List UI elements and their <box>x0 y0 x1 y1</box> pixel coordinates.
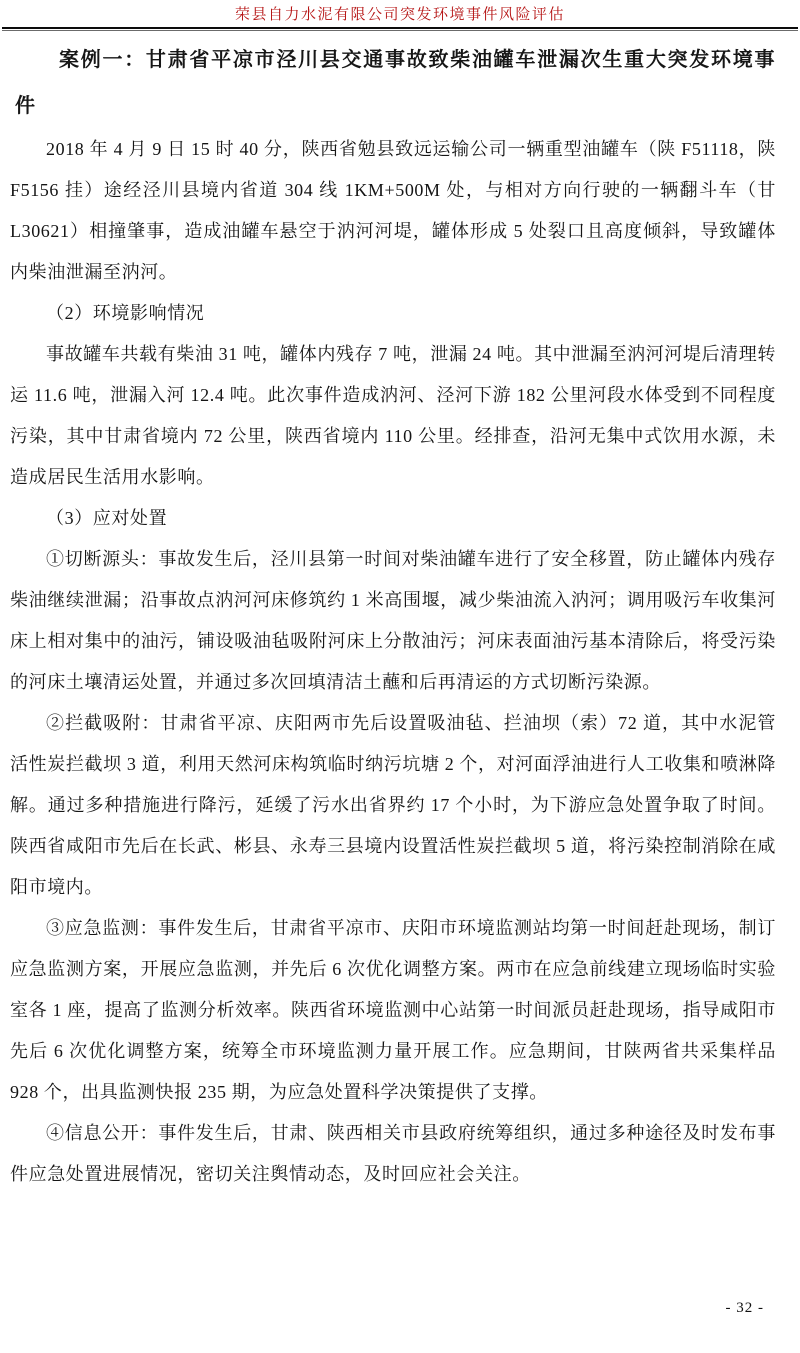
document-header: 荣县自力水泥有限公司突发环境事件风险评估 <box>234 7 565 23</box>
paragraph-information-disclosure: ④信息公开：事件发生后，甘肃、陕西相关市县政府统筹组织，通过多种途径及时发布事件应急处置进展情况，密切关注舆情动态，及时回应社会关注。 <box>10 1123 776 1184</box>
page-number: - 32 - <box>725 1300 764 1316</box>
paragraph-interception-adsorption: ②拦截吸附：甘肃省平凉、庆阳两市先后设置吸油毡、拦油坝（索）72 道，其中水泥管活性炭拦截坝 3 道，利用天然河床构筑临时纳污坑塘 2 个，对河面浮油进行人工收集和喷淋降解。通过多种措施进行降污，延缓了污水出省界约 17 个小时，为下游应急处置争取了时间。陕西省咸阳市先后在长武、彬县、永寿三县境内设置活性炭拦截坝 5 道，将污染控制消除在咸阳市境内。 <box>10 713 776 897</box>
case-title: 案例一：甘肃省平凉市泾川县交通事故致柴油罐车泄漏次生重大突发环境事件 <box>15 49 776 117</box>
header-divider-thin <box>2 30 798 31</box>
section-heading-environmental-impact: （2）环境影响情况 <box>46 303 205 323</box>
paragraph-environmental-impact: 事故罐车共载有柴油 31 吨，罐体内残存 7 吨，泄漏 24 吨。其中泄漏至汭河河堤后清理转运 11.6 吨，泄漏入河 12.4 吨。此次事件造成汭河、泾河下游 182 公里河段水体受到不同程度污染，其中甘肃省境内 72 公里，陕西省境内 110 公里。经排查，沿河无集中式饮用水源，未造成居民生活用水影响。 <box>10 344 776 487</box>
section-heading-response-disposal: （3）应对处置 <box>46 508 168 528</box>
paragraph-cut-off-source: ①切断源头：事故发生后，泾川县第一时间对柴油罐车进行了安全移置，防止罐体内残存柴油继续泄漏；沿事故点汭河河床修筑约 1 米高围堰，减少柴油流入汭河；调用吸污车收集河床上相对集中的油污，铺设吸油毡吸附河床上分散油污；河床表面油污基本清除后，将受污染的河床土壤清运处置，并通过多次回填清洁土蘸和后再清运的方式切断污染源。 <box>10 549 776 692</box>
paragraph-incident-overview: 2018 年 4 月 9 日 15 时 40 分，陕西省勉县致远运输公司一辆重型油罐车（陕 F51118，陕 F5156 挂）途经泾川县境内省道 304 线 1KM+500M 处，与相对方向行驶的一辆翻斗车（甘 L30621）相撞肇事，造成油罐车悬空于汭河河堤，罐体形成 5 处裂口且高度倾斜，导致罐体内柴油泄漏至汭河。 <box>10 139 776 282</box>
header-divider-thick <box>2 27 798 29</box>
paragraph-emergency-monitoring: ③应急监测：事件发生后，甘肃省平凉市、庆阳市环境监测站均第一时间赶赴现场，制订应急监测方案，开展应急监测，并先后 6 次优化调整方案。两市在应急前线建立现场临时实验室各 1 座，提高了监测分析效率。陕西省环境监测中心站第一时间派员赶赴现场，指导咸阳市先后 6 次优化调整方案，统筹全市环境监测力量开展工作。应急期间，甘陕两省共采集样品 928 个，出具监测快报 235 期，为应急处置科学决策提供了支撑。 <box>10 918 776 1102</box>
document-body <box>0 37 800 1195</box>
